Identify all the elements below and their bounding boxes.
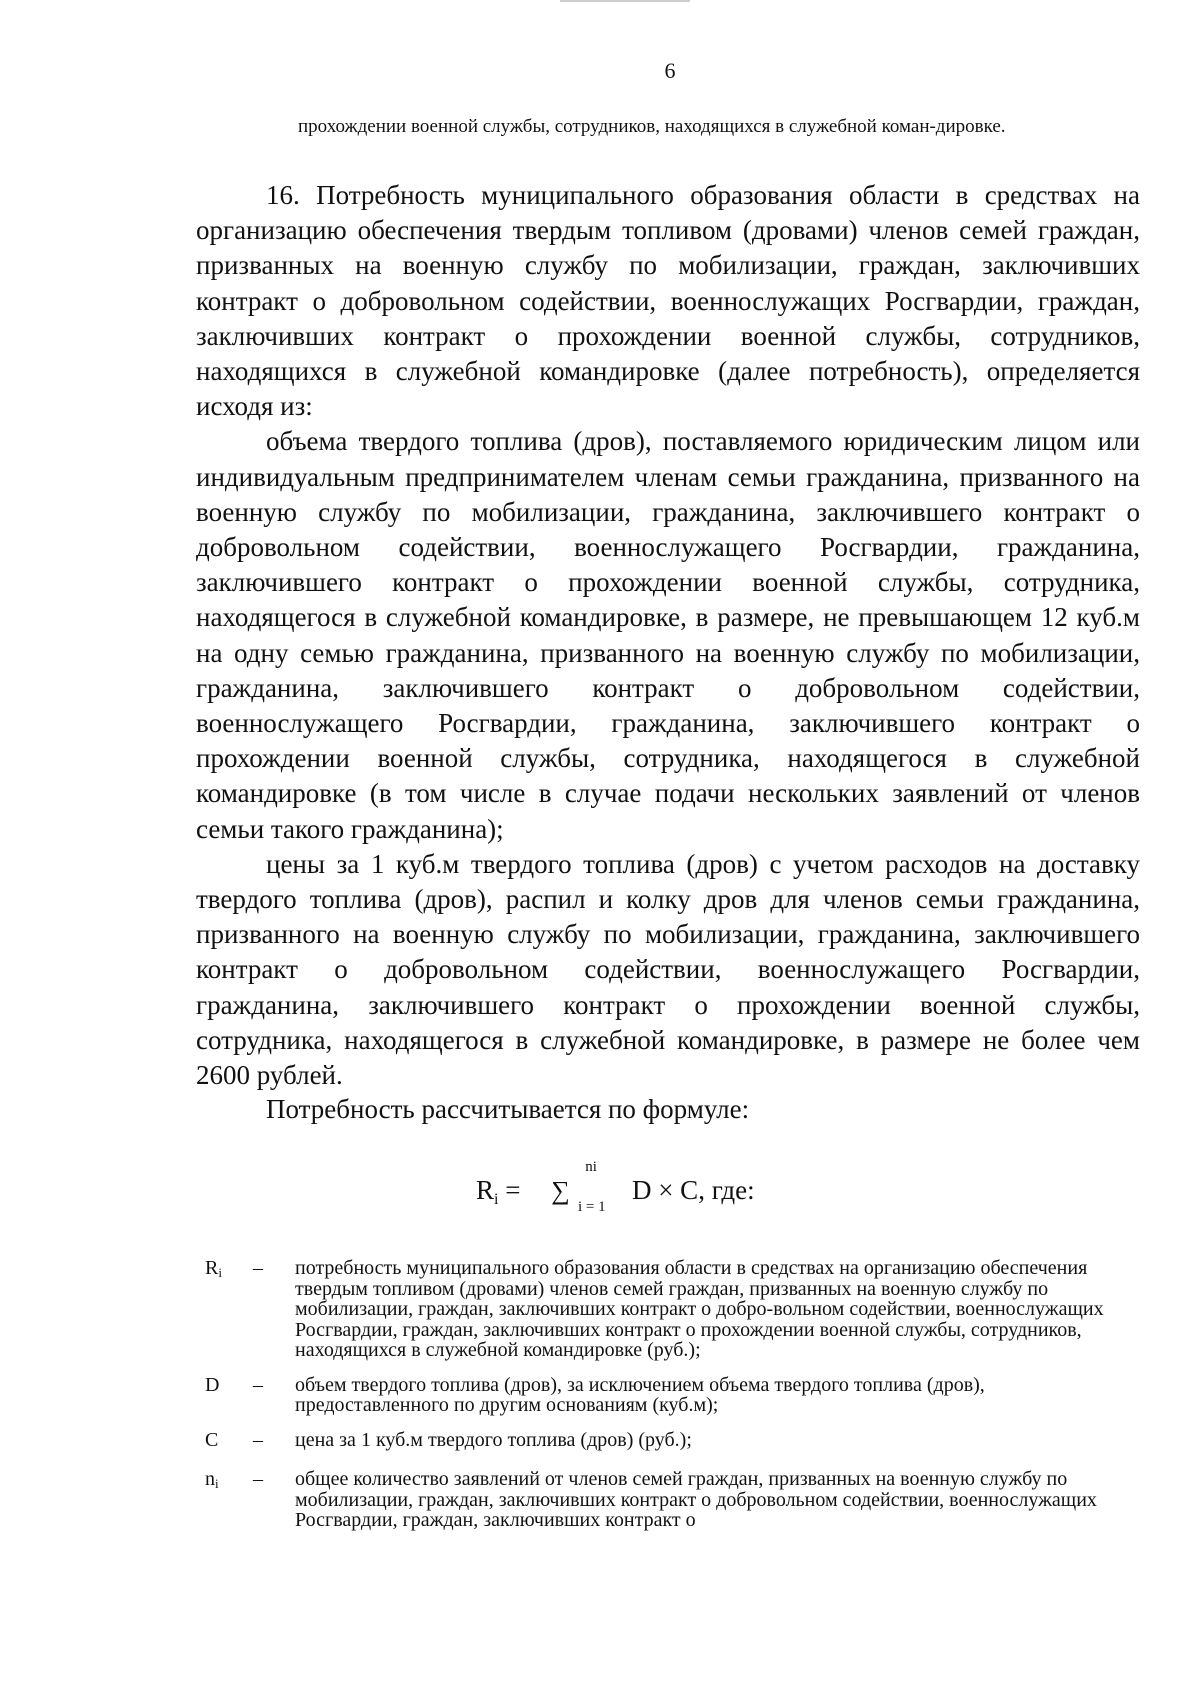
formula-rhs: D × C, где:	[631, 1175, 755, 1205]
main-text	[196, 178, 1140, 1093]
page-number: 6	[664, 58, 676, 83]
definition-dash: –	[253, 1428, 263, 1451]
formula	[476, 1159, 755, 1220]
sigma-symbol: ∑	[551, 1176, 570, 1205]
definition-symbol: D	[205, 1373, 220, 1396]
definition-symbol: $R_i$	[205, 1257, 222, 1280]
definition-row	[205, 1258, 1125, 1361]
definition-dash: –	[253, 1373, 263, 1396]
definition-text: общее количество заявлений от членов семей граждан, призванных на военную службу по мобилизации, граждан, заключивших контракт о добровольном содействии, военнослужащих Росгвардии, граждан, заключивших контракт о	[295, 1468, 1097, 1531]
formula-equals: =	[505, 1175, 521, 1205]
sum-lower-limit: i = 1	[578, 1199, 606, 1215]
definition-dash: –	[253, 1257, 263, 1279]
formula-lhs: R	[476, 1175, 495, 1205]
definition-symbol: $n_i$	[205, 1468, 219, 1491]
definition-row	[205, 1430, 1125, 1456]
definition-text: объем твердого топлива (дров), за исключением объема твердого топлива (дров), предоставленного по другим основаниям (куб.м);	[295, 1373, 985, 1416]
scan-artifact	[560, 0, 690, 2]
definition-text: цена за 1 куб.м твердого топлива (дров) (руб.);	[295, 1428, 692, 1451]
definition-symbol: C	[205, 1428, 219, 1451]
formula-intro: Потребность рассчитывается по формуле:	[266, 1094, 750, 1124]
definition-row	[205, 1375, 1125, 1416]
continuation-text: прохождении военной службы, сотрудников, находящихся в служебной коман-дировке.	[298, 116, 1006, 137]
paragraph-16: 16. Потребность муниципального образования области в средствах на организацию обеспечения твердым топливом (дровами) членов семей граждан, призванных на военную службу по мобилизации, граждан, заключивших контракт о добровольном содействии, военнослужащих Росгвардии, граждан, заключивших контракт о прохождении военной службы, сотрудников, находящихся в служебной командировке (далее потребность), определяется исходя из:	[196, 180, 1140, 422]
definition-text: потребность муниципального образования области в средствах на организацию обеспечения твердым топливом (дровами) членов семей граждан, призванных на военную службу по мобилизации, граждан, заключивших контракт о добро-вольном содействии, военнослужащих Росгвардии, граждан, заключивших контракт о прохождении военной службы, сотрудников, находящихся в служебной командировке (руб.);	[295, 1257, 1104, 1361]
paragraph-price: цены за 1 куб.м твердого топлива (дров) с учетом расходов на доставку твердого топлива (дров), распил и колку дров для членов семьи гражданина, призванного на военную службу по мобилизации, гражданина, заключившего контракт о добровольном содействии, военнослужащего Росгвардии, гражданина, заключившего контракт о прохождении военной службы, сотрудника, находящегося в служебной командировке, в размере не более чем 2600 рублей.	[196, 848, 1140, 1091]
sum-upper-limit: ni	[585, 1159, 597, 1175]
definition-dash: –	[253, 1468, 263, 1490]
definition-row	[205, 1469, 1125, 1531]
paragraph-volume: объема твердого топлива (дров), поставляемого юридическим лицом или индивидуальным предпринимателем членам семьи гражданина, призванного на военную службу по мобилизации, гражданина, заключившего контракт о добровольном содействии, военнослужащего Росгвардии, гражданина, заключившего контракт о прохождении военной службы, сотрудника, находящегося в служебной командировке, в размере, не превышающем 12 куб.м на одну семью гражданина, призванного на военную службу по мобилизации, гражданина, заключившего контракт о добровольном содействии, военнослужащего Росгвардии, гражданина, заключившего контракт о прохождении военной службы, сотрудника, находящегося в служебной командировке (в том числе в случае подачи нескольких заявлений от членов семьи такого гражданина);	[196, 426, 1140, 844]
definitions-list	[205, 1258, 1125, 1545]
formula-lhs-subscript: i	[494, 1191, 499, 1208]
